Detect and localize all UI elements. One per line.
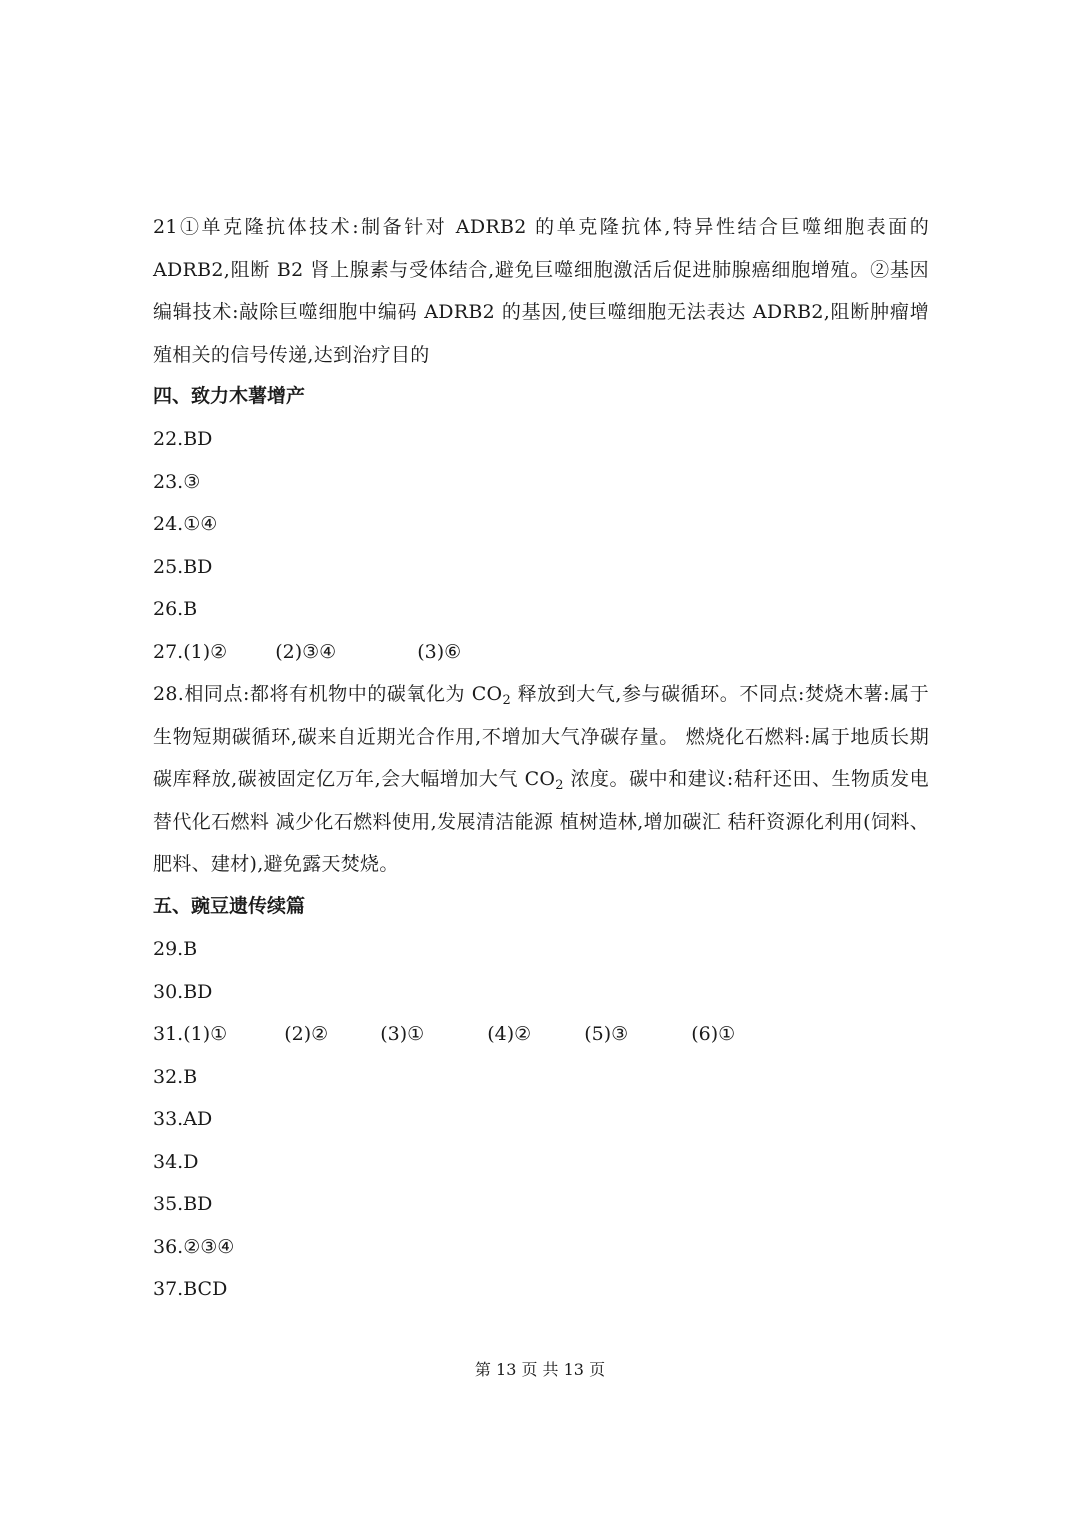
answer-27-number: 27. (153, 641, 184, 663)
answer-31-part-5: (5)③ (584, 1023, 629, 1045)
answer-28-text-c: 浓度。碳中和建议:秸秆还田、生物质发电替代化石燃料 减少化石燃料使用,发展清洁能源 植树造林,增加碳汇 秸秆资源化利用(饲料、肥料、建材),避免露天焚烧。 (153, 768, 929, 875)
page-footer: 第 13 页 共 13 页 (474, 1360, 606, 1379)
answer-28-subscript-1: 2 (502, 693, 512, 708)
answer-31-part-1: (1)① (183, 1023, 228, 1045)
answer-28-text-b: 释放到大气,参与碳循环。不同点:焚烧木薯:属于生物短期碳循环,碳来自近期光合作用,不增加大气净碳存量。 燃烧化石燃料:属于地质长期碳库释放,碳被固定亿万年,会大幅增加大气 CO (153, 683, 929, 790)
answer-31-part-6: (6)① (691, 1023, 736, 1045)
section-5-heading: 五、豌豆遗传续篇 (153, 895, 306, 917)
answer-28-text-a: 28.相同点:都将有机物中的碳氧化为 CO (153, 683, 503, 705)
answer-25: 25.BD (153, 556, 213, 578)
answer-31 (153, 1021, 735, 1047)
answer-29: 29.B (153, 938, 198, 960)
answer-21: 21①单克隆抗体技术:制备针对 ADRB2 的单克隆抗体,特异性结合巨噬细胞表面的 ADRB2,阻断 B2 肾上腺素与受体结合,避免巨噬细胞激活后促进肺腺癌细胞增殖。②基因编辑技术:敲除巨噬细胞中编码 ADRB2 的基因,使巨噬细胞无法表达 ADRB2,阻断肿瘤增殖相关的信号传递,达到治疗目的 (153, 216, 929, 366)
answer-30: 30.BD (153, 981, 213, 1003)
answer-28 (153, 673, 929, 886)
answer-26: 26.B (153, 598, 198, 620)
answer-27-part-2: (2)③④ (275, 641, 337, 663)
answer-32: 32.B (153, 1066, 198, 1088)
answer-24: 24.①④ (153, 513, 218, 535)
answer-35: 35.BD (153, 1193, 213, 1215)
answer-31-number: 31. (153, 1023, 184, 1045)
answer-34: 34.D (153, 1151, 199, 1173)
section-4-heading: 四、致力木薯增产 (153, 385, 306, 407)
answer-27 (153, 639, 461, 665)
answer-27-part-3: (3)⑥ (417, 641, 462, 663)
answer-31-part-2: (2)② (284, 1023, 329, 1045)
answer-22: 22.BD (153, 428, 213, 450)
answer-37: 37.BCD (153, 1278, 228, 1300)
answer-31-part-3: (3)① (380, 1023, 425, 1045)
answer-31-part-4: (4)② (487, 1023, 532, 1045)
answer-27-part-1: (1)② (183, 641, 228, 663)
answer-28-subscript-2: 2 (555, 778, 564, 793)
answer-23: 23.③ (153, 471, 201, 493)
answer-33: 33.AD (153, 1108, 213, 1130)
answer-36: 36.②③④ (153, 1236, 235, 1258)
